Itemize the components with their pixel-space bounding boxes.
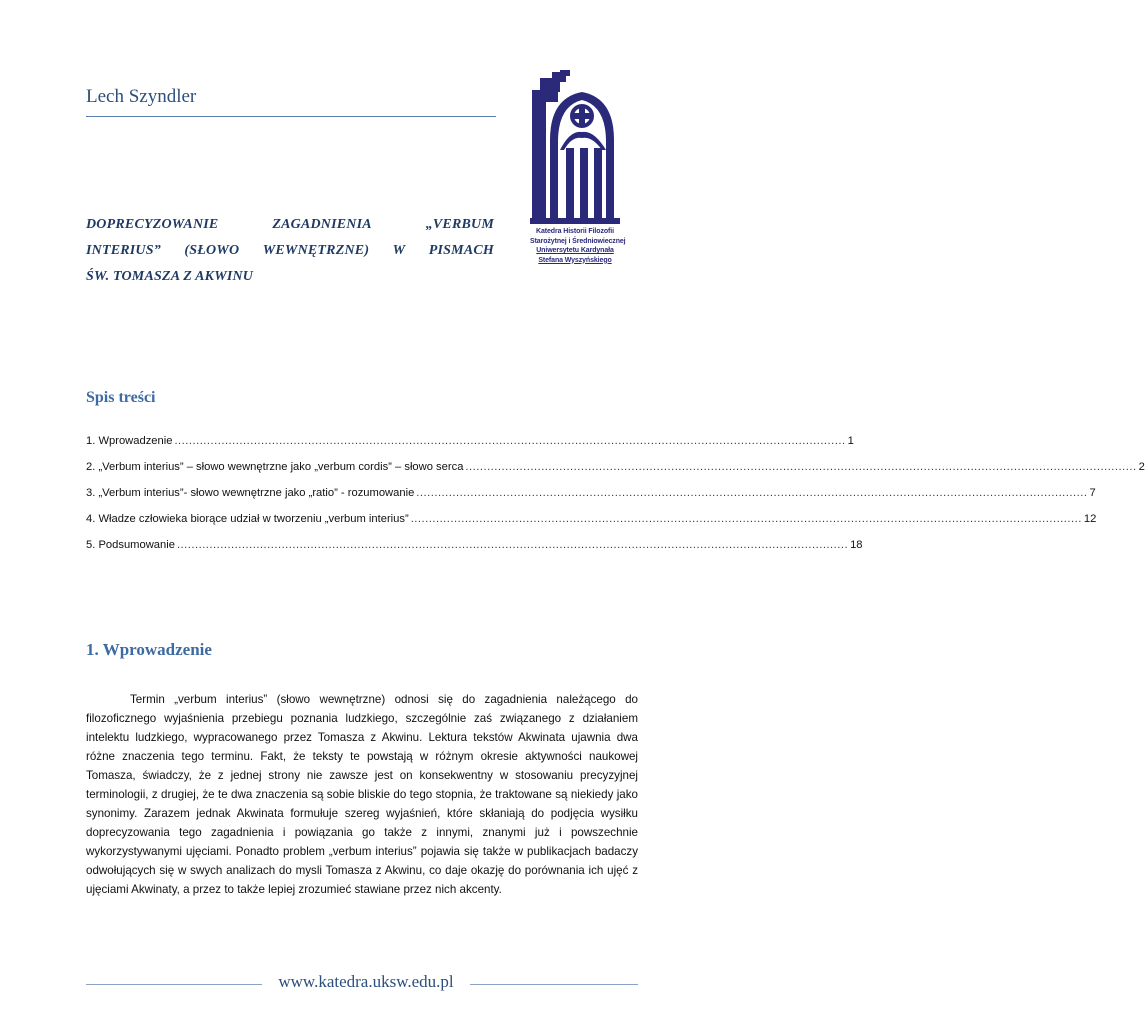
toc-leader-dots: ..........................................................................................................................................................................................	[416, 487, 1088, 499]
toc-entry-label: 4. Władze człowieka biorące udział w tworzeniu „verbum interius”	[86, 513, 409, 525]
toc-entry-label: 3. „Verbum interius”- słowo wewnętrzne jako „ratio” - rozumowanie	[86, 487, 415, 499]
title-line-3: ŚW. TOMASZA Z AKWINU	[86, 269, 254, 284]
body-paragraph: Termin „verbum interius” (słowo wewnętrzne) odnosi się do zagadnienia należącego do filozoficznego wyjaśnienia przebiegu poznania ludzkiego, szczególnie zaś związanego z działaniem intelektu ludzkiego, wypracowanego przez Tomasza z Akwinu. Lektura tekstów Akwinata ujawnia dwa różne znaczenia tego terminu. Fakt, że teksty te powstają w różnym okresie aktywności naukowej Tomasza, świadczy, że z jednej strony nie zawsze jest on konsekwentny w stosowaniu precyzyjnej terminologii, z drugiej, że te dwa znaczenia są sobie bliskie do tego stopnia, że traktowane są niekiedy jako synonimy. Zarazem jednak Akwinata formułuje szereg wyjaśnień, które skłaniają do podjęcia wysiłku doprecyzowania tego zagadnienia i powiązania go także z innymi, znanymi już i powszechnie wykorzystywanymi ujęciami. Ponadto problem „verbum interius” pojawia się także w publikacjach badaczy odwołujących się w swych analizach do mysli Tomasza z Akwinu, co daje okazję do porównania ich ujęć z ujęciami Akwinaty, a przez to także lepiej zrozumieć stawiane przez nich akcenty.	[86, 693, 638, 896]
logo-caption-line: Starożytnej i Średniowiecznej	[530, 237, 626, 245]
toc-entry-label: 2. „Verbum interius” – słowo wewnętrzne jako „verbum cordis” – słowo serca	[86, 461, 464, 473]
toc-entry-page: 1	[847, 435, 854, 447]
toc-entry[interactable]	[86, 539, 863, 565]
title-word: (SŁOWO	[184, 243, 240, 258]
toc-entry-page: 2	[1138, 461, 1145, 473]
gothic-window-logo-icon	[530, 70, 620, 225]
footer-divider-right	[470, 984, 638, 985]
title-word: „VERBUM	[425, 217, 494, 232]
title-word: DOPRECYZOWANIE	[86, 217, 219, 232]
title-word: WEWNĘTRZNE)	[262, 243, 370, 258]
toc-entry[interactable]	[86, 487, 1096, 513]
toc-entry-page: 18	[850, 539, 863, 551]
title-word: INTERIUS”	[86, 243, 161, 258]
toc-leader-dots: ..........................................................................................................................................................................................	[465, 461, 1137, 473]
title-word: ZAGADNIENIA	[272, 217, 372, 232]
author-name: Lech Szyndler	[86, 86, 496, 117]
toc-entry-page: 12	[1083, 513, 1097, 525]
toc-leader-dots: ..........................................................................................................................................................................................	[410, 513, 1082, 525]
logo-caption	[530, 227, 626, 265]
logo-caption-line: Stefana Wyszyńskiego	[538, 256, 612, 264]
toc-leader-dots: ..........................................................................................................................................................................................	[176, 539, 849, 551]
logo-caption-line: Katedra Historii Filozofii	[536, 228, 614, 235]
toc-entry-label: 5. Podsumowanie	[86, 539, 175, 551]
department-logo	[530, 70, 626, 275]
document-title	[86, 212, 494, 290]
table-of-contents	[86, 435, 1145, 565]
toc-heading: Spis treści	[86, 389, 156, 406]
toc-entry[interactable]	[86, 435, 854, 461]
footer-divider-left	[86, 984, 262, 985]
logo-caption-line: Uniwersytetu Kardynała	[536, 247, 614, 254]
title-line-1	[86, 212, 494, 238]
section-heading: 1. Wprowadzenie	[86, 640, 212, 659]
toc-entry-label: 1. Wprowadzenie	[86, 435, 173, 447]
footer-website-link[interactable]: www.katedra.uksw.edu.pl	[278, 972, 454, 991]
title-word: W	[392, 243, 406, 258]
title-word: PISMACH	[428, 243, 494, 258]
toc-leader-dots: ..........................................................................................................................................................................................	[174, 435, 846, 447]
toc-entry-page: 7	[1089, 487, 1096, 499]
toc-entry[interactable]	[86, 461, 1145, 487]
toc-entry[interactable]	[86, 513, 1097, 539]
title-line-2	[86, 238, 494, 264]
